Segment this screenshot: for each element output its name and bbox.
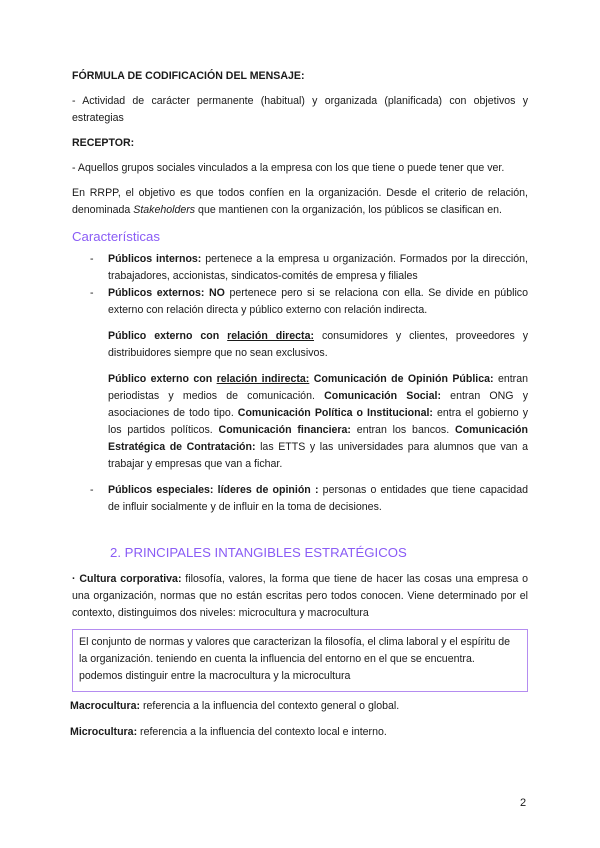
bullet-dash: - [90, 287, 94, 299]
intro-paragraph [72, 185, 528, 219]
directa-text: consumidores y clientes, proveedores y distribuidores siempre que no sean exclusivos. [108, 330, 528, 359]
social-text: entran ONG y asociaciones de todo tipo. [108, 390, 529, 419]
internos-text: pertenece a la empresa u organización. Formados por la dirección, trabajadores, accionistas, sindicatos-comités de empresa y filiales [108, 253, 528, 282]
receptor-heading: RECEPTOR: [72, 137, 135, 149]
list-item-especiales [72, 482, 528, 516]
intro-part2: que mantienen con la organización, los públicos se clasifican en. [195, 204, 502, 216]
page-number: 2 [520, 797, 527, 809]
directa-paragraph [72, 328, 528, 362]
definition-text: El conjunto de normas y valores que caracterizan la filosofía, el clima laboral y el espíritu de la organización. teniendo en cuenta la influencia del entorno en el que se encuentra. podemos distinguir entre la macrocultura y la microcultura [79, 636, 511, 682]
cultura-label: · Cultura corporativa: [72, 573, 182, 585]
politica-text: entra el gobierno y los partidos políticos. [108, 407, 528, 436]
directa-label-a: Público externo con [108, 330, 228, 342]
list-item-internos [72, 251, 528, 285]
especiales-text: personas o entidades que tiene capacidad de influir socialmente y de influir en la toma de decisiones. [108, 484, 528, 513]
externos-text: pertenece pero si se relaciona con ella. Se divide en público externo con relación directa y público externo con relación indirecta. [108, 287, 528, 316]
contratacion-text: las ETTS y las universidades para alumnos que van a trabajar y empresas que van a fichar. [108, 441, 528, 470]
directa-label-u: relación directa: [227, 330, 315, 342]
indirecta-label-u: relación indirecta: [216, 373, 310, 385]
bullet-dash: - [90, 484, 94, 496]
microcultura-text: referencia a la influencia del contexto local e interno. [137, 726, 387, 738]
publicos-list [72, 251, 528, 319]
section2-title: 2. PRINCIPALES INTANGIBLES ESTRATÉGICOS [110, 545, 407, 560]
especiales-list [72, 482, 528, 516]
cultura-text: filosofía, valores, la forma que tiene de hacer las cosas una empresa o una organización, normas que no están escritas pero todos conocen. Viene determinado por el contexto, distinguimos dos niveles: microcultura y macrocultura [72, 573, 528, 619]
social-label: Comunicación Social: [314, 390, 441, 402]
formula-text: - Actividad de carácter permanente (habitual) y organizada (planificada) con objetivos y estrategias [72, 95, 528, 124]
caracteristicas-title: Características [72, 229, 160, 244]
politica-label: Comunicación Política o Institucional: [233, 407, 433, 419]
opinion-publica-label: Comunicación de Opinión Pública: [309, 373, 494, 385]
externos-label: Públicos externos: [108, 287, 205, 299]
indirecta-label-a: Público externo con [108, 373, 217, 385]
bullet-dash: - [90, 253, 94, 265]
definition-box [72, 629, 528, 692]
macrocultura-text: referencia a la influencia del contexto general o global. [140, 700, 400, 712]
opinion-publica-text: entran periodistas y medios de comunicación. [108, 373, 528, 402]
macrocultura-label: Macrocultura: [70, 700, 141, 712]
macrocultura-paragraph [70, 698, 528, 715]
especiales-label: Públicos especiales: líderes de opinión : [108, 484, 319, 496]
intro-stakeholders: Stakeholders [133, 204, 196, 216]
externos-no: NO [204, 287, 225, 299]
formula-heading: FÓRMULA DE CODIFICACIÓN DEL MENSAJE: [72, 70, 305, 82]
intro-part1: En RRPP, el objetivo es que todos confíen en la organización. Desde el criterio de relación, denominada [72, 187, 528, 216]
indirecta-paragraph [72, 371, 528, 473]
list-item-externos [72, 285, 528, 319]
document-page [72, 64, 528, 741]
microcultura-label: Microcultura: [70, 726, 138, 738]
receptor-text: - Aquellos grupos sociales vinculados a la empresa con los que tiene o puede tener que ver. [72, 162, 505, 174]
microcultura-paragraph [70, 724, 528, 741]
financiera-label: Comunicación financiera: [212, 424, 351, 436]
financiera-text: entran los bancos. [350, 424, 450, 436]
contratacion-label: Comunicación Estratégica de Contratación: [108, 424, 528, 453]
internos-label: Públicos internos: [108, 253, 202, 265]
cultura-paragraph [72, 571, 528, 622]
